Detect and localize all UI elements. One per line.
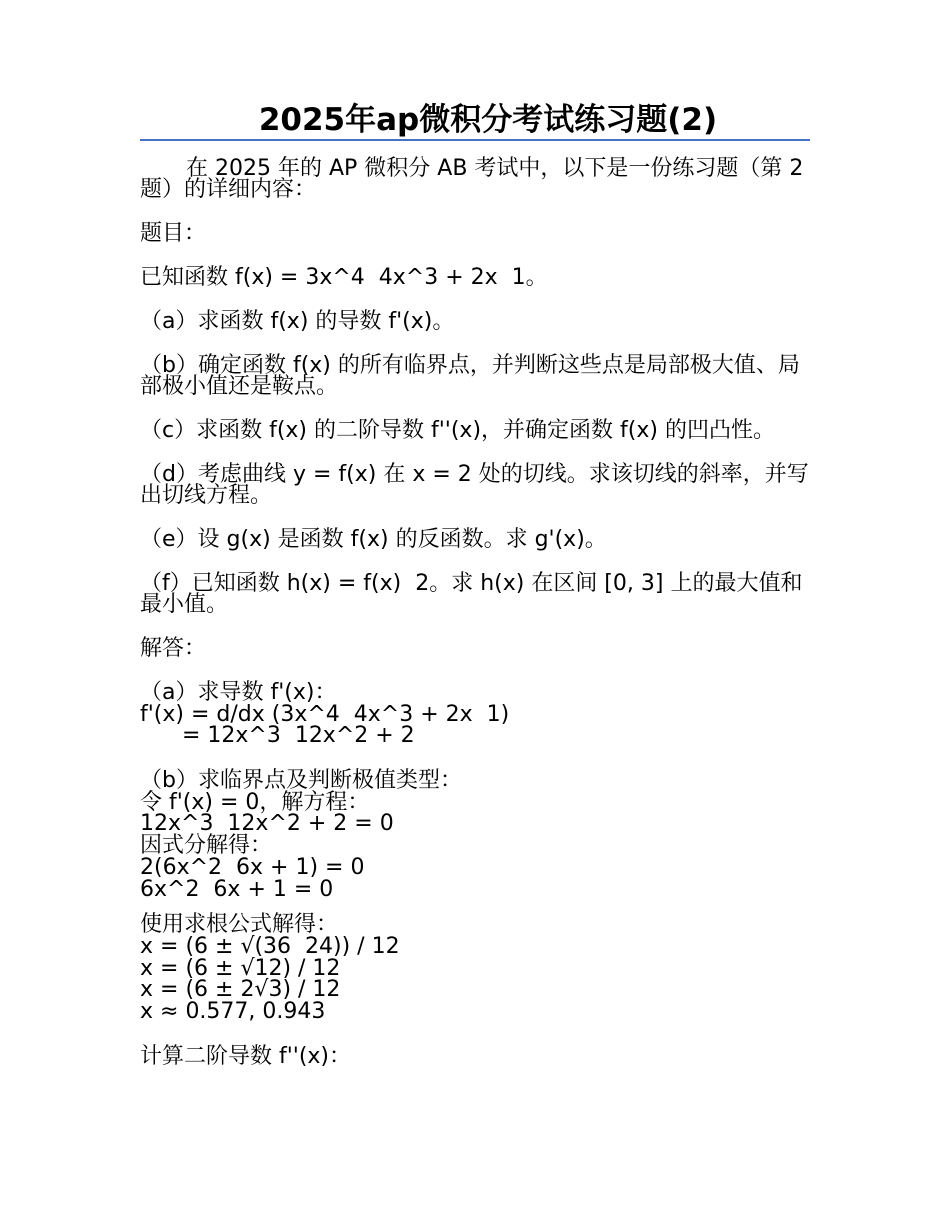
question-part-a: （a）求函数 f(x) 的导数 f'(x)。 [140,309,455,334]
answer-line: 2(6x^2 6x + 1) = 0 [140,854,365,880]
answer-line: x = (6 ± 2√3) / 12 [140,977,341,1003]
answer-line: （b）求临界点及判断极值类型： [140,768,462,794]
answer-line: 6x^2 6x + 1 = 0 [140,876,334,902]
document-title: 2025年ap微积分考试练习题(2) [258,102,718,138]
answer-line: f'(x) = d/dx (3x^4 4x^3 + 2x 1) [140,701,510,727]
answer-line: = 12x^3 12x^2 + 2 [140,723,415,749]
answer-line: 12x^3 12x^2 + 2 = 0 [140,811,394,837]
intro-paragraph: 在 2025 年的 AP 微积分 AB 考试中，以下是一份练习题（第 2 题）的详细内容： [140,156,811,202]
question-part-d: （d）考虑曲线 y = f(x) 在 x = 2 处的切线。求该切线的斜率，并写出切线方程。 [140,462,809,508]
answer-heading: 解答： [140,636,207,661]
question-part-e: （e）设 g(x) 是函数 f(x) 的反函数。求 g'(x)。 [140,527,607,552]
answer-a-block [140,682,812,747]
function-definition: 已知函数 f(x) = 3x^4 4x^3 + 2x 1。 [140,265,548,290]
answer-line: x = (6 ± √(36 24)) / 12 [140,933,400,959]
answer-line: 因式分解得： [140,833,273,859]
title-underline [140,139,810,141]
question-part-c: （c）求函数 f(x) 的二阶导数 f''(x)，并确定函数 f(x) 的凹凸性。 [140,418,775,443]
answer-line: 使用求根公式解得： [140,912,339,938]
question-part-f: （f）已知函数 h(x) = f(x) 2。求 h(x) 在区间 [0, 3] 上的最大值和最小值。 [140,571,803,617]
document-body [140,158,812,1090]
answer-b-block [140,770,812,1023]
answer-line: x ≈ 0.577, 0.943 [140,998,326,1024]
answer-line: （a）求导数 f'(x)： [140,680,337,705]
answer-line: x = (6 ± √12) / 12 [140,955,341,981]
question-part-b: （b）确定函数 f(x) 的所有临界点，并判断这些点是局部极大值、局部极小值还是鞍点。 [140,353,800,399]
question-heading: 题目： [140,221,207,246]
second-derivative-heading: 计算二阶导数 f''(x)： [140,1043,352,1069]
answer-line: 令 f'(x) = 0，解方程： [140,789,370,815]
